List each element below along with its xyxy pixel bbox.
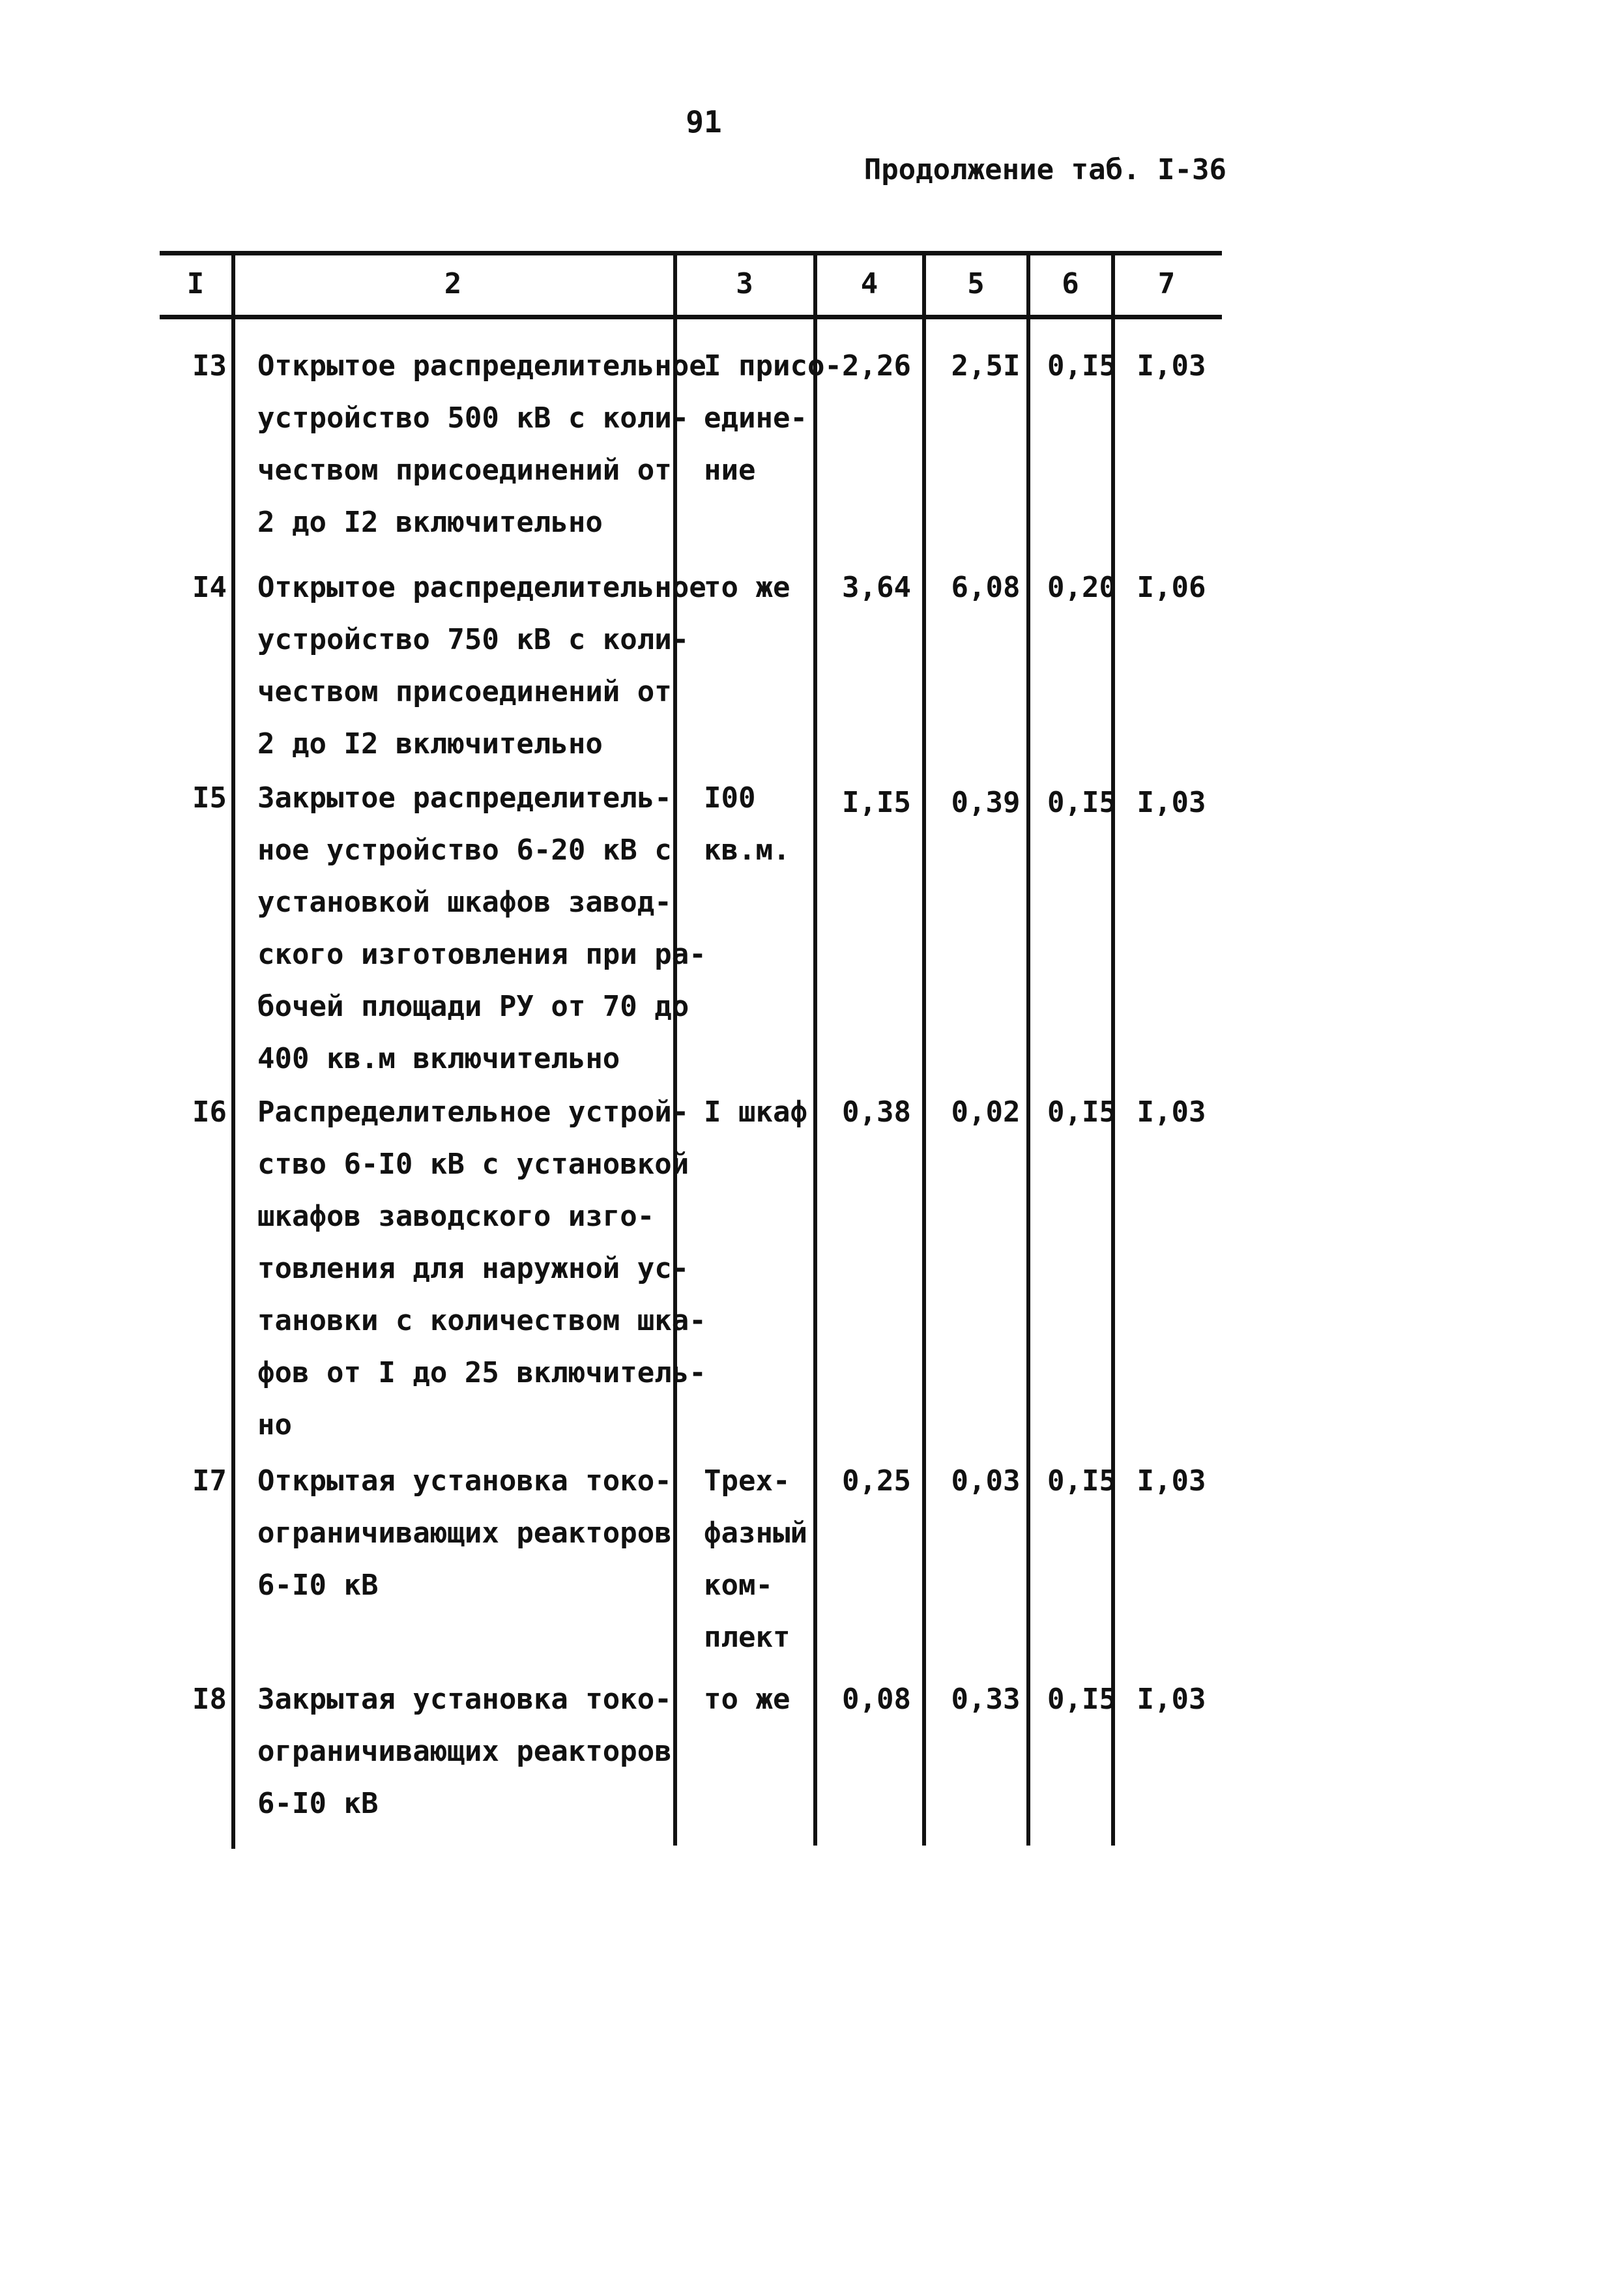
table-top-rule [160, 251, 1222, 255]
row-col-5: 0,02 [951, 1095, 1021, 1129]
header-col-6: 6 [1062, 267, 1079, 300]
row-col-5: 2,5I [951, 349, 1021, 383]
table-header-rule [160, 315, 1222, 319]
row-number: I5 [192, 781, 227, 815]
row-number: I8 [192, 1683, 227, 1716]
row-col-4: 2,26 [842, 349, 911, 383]
row-description: Закрытая установка токо- ограничивающих реакторов 6-I0 кВ [257, 1683, 672, 1820]
row-col-7: I,03 [1137, 1464, 1206, 1498]
row-number: I4 [192, 571, 227, 604]
row-unit: I00 кв.м. [704, 781, 790, 867]
row-description: Закрытое распределитель- ное устройство 6-20 кВ с установкой шкафов завод- ского изготовления при ра- бочей площади РУ от 70 до 400 кв.м включительно [257, 781, 706, 1075]
column-divider-4 [922, 255, 926, 1846]
row-col-4: I,I5 [842, 786, 911, 819]
row-number: I6 [192, 1095, 227, 1129]
header-col-2: 2 [444, 267, 462, 300]
row-description: Открытое распределительное устройство 500 кВ с коли- чеством присоединений от 2 до I2 включительно [257, 349, 706, 539]
page-number: 91 [686, 104, 722, 139]
row-col-7: I,06 [1137, 571, 1206, 604]
row-col-6: 0,I5 [1047, 1464, 1116, 1498]
row-col-4: 0,25 [842, 1464, 911, 1498]
row-col-5: 0,33 [951, 1683, 1021, 1716]
row-col-6: 0,I5 [1047, 1683, 1116, 1716]
row-col-7: I,03 [1137, 1095, 1206, 1129]
header-col-5: 5 [967, 267, 985, 300]
row-col-4: 3,64 [842, 571, 911, 604]
row-description: Открытое распределительное устройство 750 кВ с коли- чеством присоединений от 2 до I2 включительно [257, 571, 706, 761]
row-description: Распределительное устрой- ство 6-I0 кВ с установкой шкафов заводского изго- товления для наружной ус- тановки с количеством шка- фов от I до 25 включитель- но [257, 1095, 706, 1442]
column-divider-6 [1111, 255, 1115, 1846]
row-col-7: I,03 [1137, 349, 1206, 383]
row-unit: Трех- фазный ком- плект [704, 1464, 807, 1654]
column-divider-5 [1026, 255, 1030, 1846]
row-col-5: 0,39 [951, 786, 1021, 819]
row-col-6: 0,I5 [1047, 1095, 1116, 1129]
row-number: I3 [192, 349, 227, 383]
row-unit: I присо- едине- ние [704, 349, 842, 487]
header-col-1: I [186, 267, 205, 300]
row-col-6: 0,I5 [1047, 786, 1116, 819]
row-col-7: I,03 [1137, 1683, 1206, 1716]
header-col-7: 7 [1157, 267, 1176, 300]
row-unit: I шкаф [704, 1095, 807, 1129]
table-continuation-label: Продолжение таб. I-36 [863, 153, 1226, 186]
row-number: I7 [192, 1464, 227, 1498]
column-divider-1 [231, 255, 235, 1849]
row-col-4: 0,38 [842, 1095, 911, 1129]
row-col-6: 0,I5 [1047, 349, 1116, 383]
row-description: Открытая установка токо- ограничивающих реакторов 6-I0 кВ [257, 1464, 672, 1602]
row-col-4: 0,08 [842, 1683, 911, 1716]
row-col-6: 0,20 [1047, 571, 1116, 604]
row-unit: то же [704, 571, 790, 604]
row-col-7: I,03 [1137, 786, 1206, 819]
header-col-3: 3 [736, 267, 753, 300]
row-col-5: 6,08 [951, 571, 1021, 604]
row-unit: то же [704, 1683, 790, 1716]
header-col-4: 4 [860, 267, 878, 300]
row-col-5: 0,03 [951, 1464, 1021, 1498]
